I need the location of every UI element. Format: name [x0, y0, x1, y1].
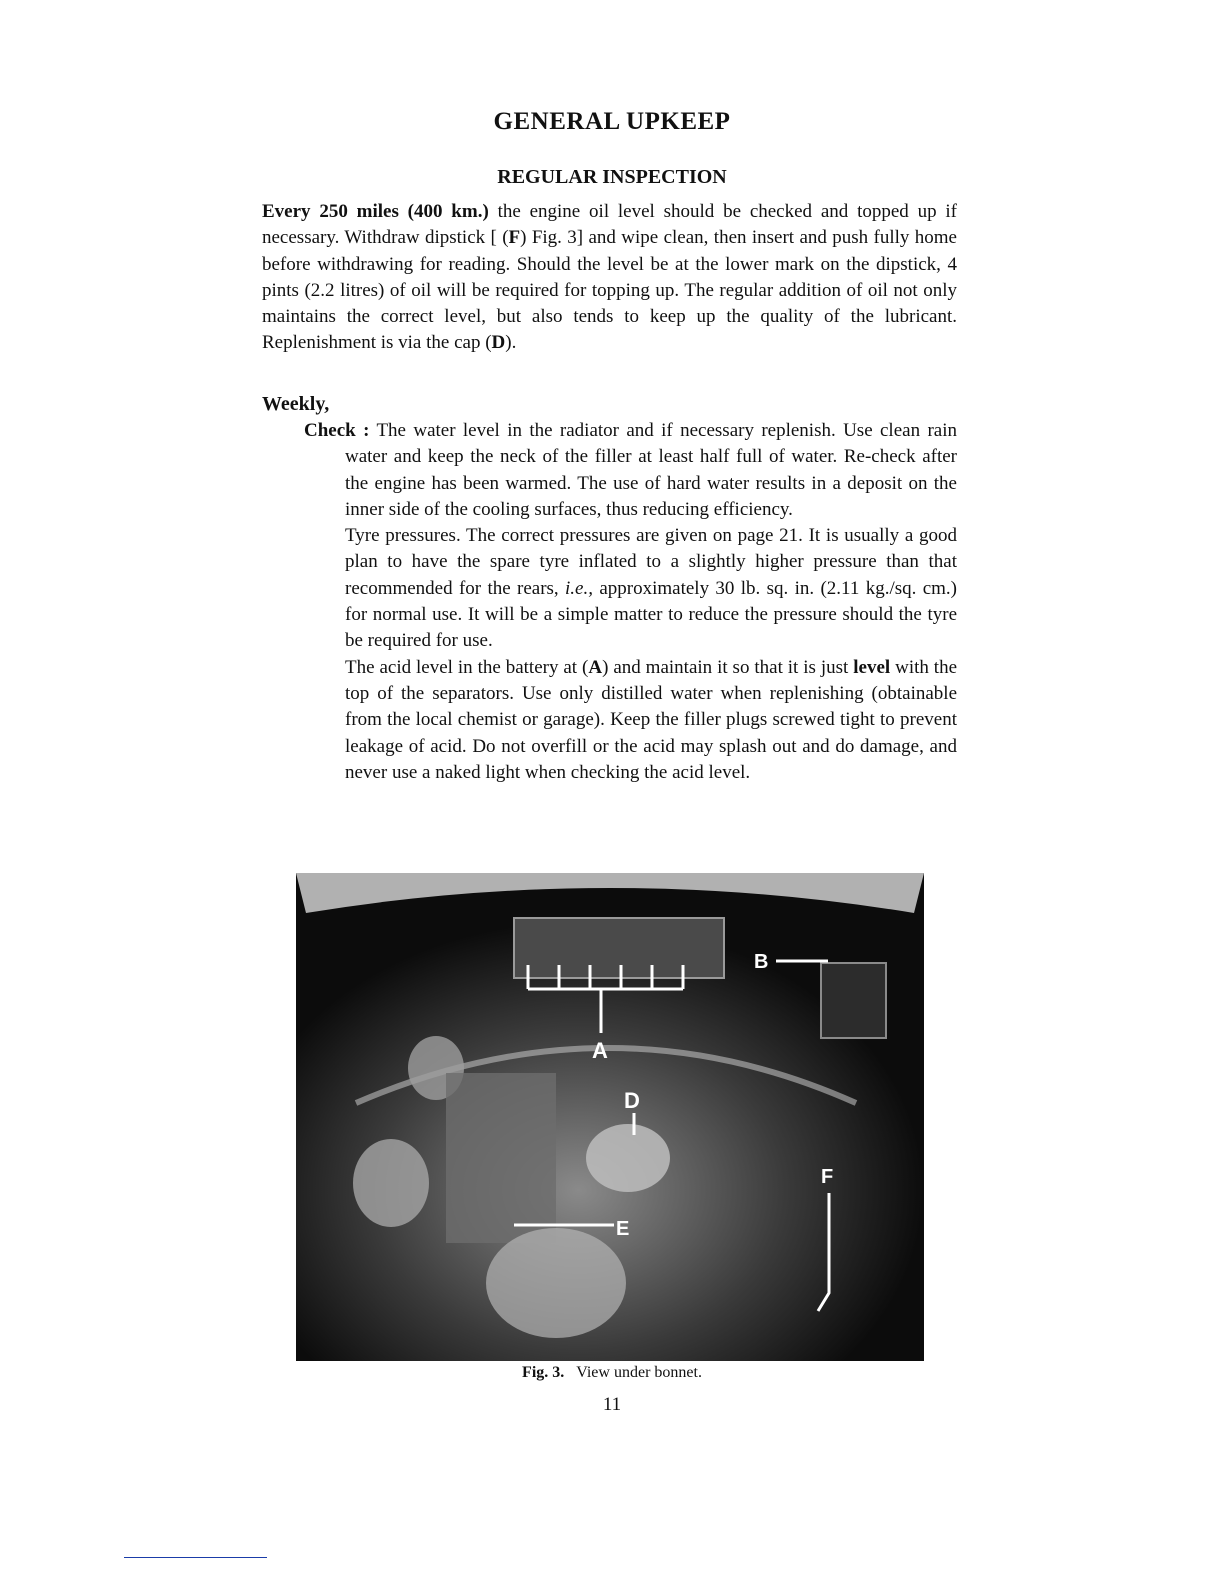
ref-f: F: [508, 227, 521, 249]
section-title: REGULAR INSPECTION: [497, 166, 727, 188]
engine-bay-photo: [296, 873, 924, 1361]
text: ) and maintain it so that it is just: [602, 656, 854, 678]
label-a: A: [592, 1038, 608, 1063]
text: The acid level in the battery at (: [345, 656, 589, 678]
text: ).: [505, 332, 517, 354]
text: ) Fig. 3] and wipe clean, then insert and push fully home before withdrawing for reading. Should the level be at the lower mark on the dipstick, 4 pints (2.2 litres) of oil will be required for topping up. The regular addition of oil not only maintains the correct level, but also tends to keep up the quality of the lubricant. Replenishment is via the cap (: [262, 227, 957, 354]
lead-phrase: Every 250 miles: [262, 201, 399, 222]
timing-cover-shape: [486, 1228, 626, 1338]
check-battery: [345, 655, 957, 786]
text: approximately 30 lb. sq. in. (2.11 kg./sq. cm.) for normal use. It will be a simple matter to reduce the pressure should the tyre be required for use.: [345, 577, 957, 652]
ref-d: D: [491, 332, 506, 354]
fuse-box-shape: [821, 963, 886, 1038]
label-e: E: [616, 1218, 630, 1240]
text: with the top of the separators. Use only distilled water when replenishing (obtainable from the local chemist or garage). Keep the filler plugs screwed tight to prevent leakage of acid. Do not overfill or the acid may splash out and do damage, and never use a naked light when checking the acid level.: [345, 656, 958, 783]
caption-label: Fig. 3.: [522, 1364, 565, 1381]
page-number: 11: [602, 1394, 622, 1415]
text: The water level in the radiator and if necessary replenish. Use clean rain water and keep the neck of the filler at least half full of water. Re-check after the engine has been warmed. The use of hard water results in a deposit on the inner side of the cooling surfaces, thus reducing efficiency.: [345, 420, 957, 520]
text: Tyre pressures. The correct pressures are given on page 21. It is usually a good plan to have the spare tyre inflated to a slightly higher pressure than that recommended for the rears,: [345, 525, 957, 599]
lead-km: (400 km.): [407, 201, 489, 222]
ref-a: A: [588, 656, 603, 678]
paragraph-oil-level: [262, 199, 957, 357]
weekly-heading: Weekly,: [262, 393, 330, 415]
level-word: level: [853, 656, 891, 678]
page-title: GENERAL UPKEEP: [493, 108, 731, 135]
text: the engine oil level should be checked and topped up if necessary. Withdraw dipstick [ (: [262, 201, 957, 249]
label-b: B: [754, 951, 769, 973]
check-tyres: [345, 523, 957, 654]
weekly-check-block: [304, 418, 958, 786]
manifold-shape: [446, 1073, 556, 1243]
caption-text: View under bonnet.: [576, 1364, 702, 1381]
label-f: F: [821, 1166, 834, 1188]
oil-filler-cap-shape: [586, 1124, 670, 1192]
air-cleaner-shape: [353, 1139, 429, 1227]
ie-abbrev: i.e.,: [565, 577, 593, 599]
check-water: [304, 418, 957, 523]
check-label: Check :: [304, 420, 370, 441]
battery-shape: [514, 918, 724, 978]
figure-caption: [0, 1364, 1224, 1382]
label-d: D: [624, 1088, 640, 1113]
footer-rule: [124, 1557, 267, 1558]
